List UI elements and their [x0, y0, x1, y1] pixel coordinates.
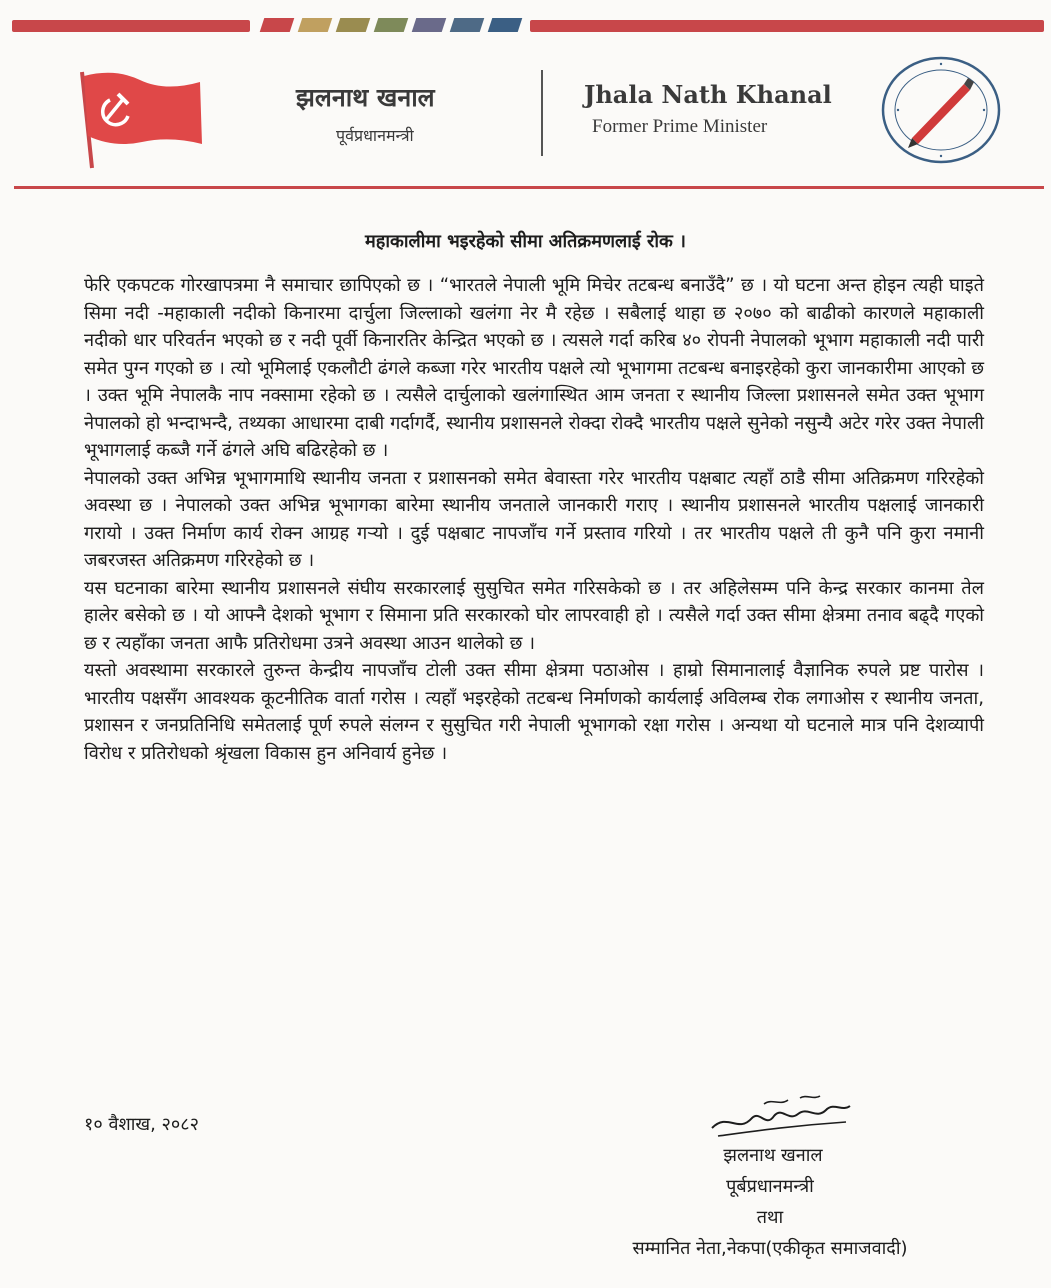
band-square	[336, 18, 371, 32]
pen-seal-icon	[878, 54, 1004, 170]
band-square	[450, 18, 485, 32]
band-square	[412, 18, 447, 32]
letterhead-name-np: झलनाथ खनाल	[296, 83, 435, 112]
hammer-sickle-flag-icon	[70, 62, 210, 176]
letterhead-divider	[541, 70, 543, 156]
letter-body	[84, 272, 984, 767]
band-right-bar	[530, 20, 1044, 32]
letterhead-title-en: Former Prime Minister	[592, 116, 768, 137]
top-color-band	[0, 18, 1051, 38]
letter-date: १० वैशाख, २०८२	[84, 1114, 199, 1135]
paragraph: यस्तो अवस्थामा सरकारले तुरुन्त केन्द्रीय नापजाँच टोली उक्त सीमा क्षेत्रमा पठाओस । हाम्रो सिमानालाई वैज्ञानिक रुपले प्रष्ट पारोस । भारतीय पक्षसँग आवश्यक कूटनीतिक वार्ता गरोस । त्यहाँ भइरहेको तटबन्ध निर्माणको कार्यलाई अविलम्ब रोक लगाओस र स्थानीय जनता, प्रशासन र जनप्रतिनिधि समेतलाई पूर्ण रुपले संलग्न र सुसुचित गरी नेपाली भूभागको रक्षा गरोस । अन्यथा यो घटनाले मात्र पनि देशव्यापी विरोध र प्रतिरोधको श्रृंखला विकास हुन अनिवार्य हुनेछ ।	[84, 660, 984, 764]
signatory-title: पूर्बप्रधानमन्त्री	[726, 1176, 814, 1197]
band-square	[298, 18, 333, 32]
paragraph: यस घटनाका बारेमा स्थानीय प्रशासनले संघीय सरकारलाई सुसुचित समेत गरिसकेको छ । तर अहिलेसम्म पनि केन्द्र सरकार कानमा तेल हालेर बसेको छ । यो आफ्नै देशको भूभाग र सिमाना प्रति सरकारको घोर लापरवाही हो । त्यसैले गर्दा उक्त सीमा क्षेत्रमा तनाव बढ्दै गएको छ र त्यहाँका जनता आफै प्रतिरोधमा उत्रने अवस्था आउन थालेको छ ।	[84, 577, 984, 654]
signatory-role: सम्मानित नेता,नेकपा(एकीकृत समाजवादी)	[632, 1238, 908, 1259]
letterhead-title-np: पूर्वप्रधानमन्त्री	[336, 126, 414, 145]
letterhead-name-en: Jhala Nath Khanal	[584, 80, 832, 109]
band-square	[374, 18, 409, 32]
signatory-name: झलनाथ खनाल	[723, 1145, 823, 1166]
band-left-bar	[12, 20, 250, 32]
letterhead	[0, 50, 1051, 185]
paragraph: फेरि एकपटक गोरखापत्रमा नै समाचार छापिएको छ । “भारतले नेपाली भूमि मिचेर तटबन्ध बनाउँदै” छ । यो घटना अन्त होइन त्यही घाइते सिमा नदी -महाकाली नदीको किनारमा दार्चुला जिल्लाको खलंगा नेर मै रहेछ । सबैलाई थाहा छ २०७० को बाढीको कारणले महाकाली नदीको धार परिवर्तन भएको छ र नदी पूर्वी किनारतिर केन्द्रित भएको छ । त्यसले गर्दा करिब ४० रोपनी नेपालको भूभाग महाकाली नदी पारी समेत पुग्न गएको छ । त्यो भूमिलाई एकलौटी ढंगले कब्जा गरेर भारतीय पक्षले त्यो भूभागमा तटबन्ध बनाइरहेको कुरा जानकारीमा आएको छ । उक्त भूमि नेपालकै नाप नक्सामा रहेको छ । त्यसैले दार्चुलाको खलंगास्थित आम जनता र स्थानीय जिल्ला प्रशासनले समेत उक्त भूभाग नेपालको हो भन्दाभन्दै, तथ्यका आधारमा दाबी गर्दागर्दै, स्थानीय प्रशासनले रोक्दा रोक्दै भारतीय पक्षले सुनेको नसुन्यै अटेर गरेर उक्त नेपाली भूभागलाई कब्जै गर्ने ढंगले अघि बढिरहेको छ ।	[84, 275, 984, 461]
signatory-conjunction: तथा	[756, 1207, 784, 1228]
letterhead-rule	[14, 186, 1044, 189]
signature-block	[560, 1140, 980, 1264]
letter-heading: महाकालीमा भइरहेको सीमा अतिक्रमणलाई रोक ।	[365, 231, 686, 252]
band-square	[488, 18, 523, 32]
band-square	[260, 18, 295, 32]
paragraph: नेपालको उक्त अभिन्न भूभागमाथि स्थानीय जनता र प्रशासनको समेत बेवास्ता गरेर भारतीय पक्षबाट त्यहाँ ठाडै सीमा अतिक्रमण गरिरहेको अवस्था छ । नेपालको उक्त अभिन्न भूभागका बारेमा स्थानीय जनताले जानकारी गराए । स्थानीय प्रशासनले भारतीय पक्षलाई जानकारी गरायो । उक्त निर्माण कार्य रोक्न आग्रह गर्‍यो । दुई पक्षबाट नापजाँच गर्ने प्रस्ताव गरियो । तर भारतीय पक्षले ती कुनै पनि कुरा नमानी जबरजस्त अतिक्रमण गरिरहेको छ ।	[84, 467, 984, 571]
